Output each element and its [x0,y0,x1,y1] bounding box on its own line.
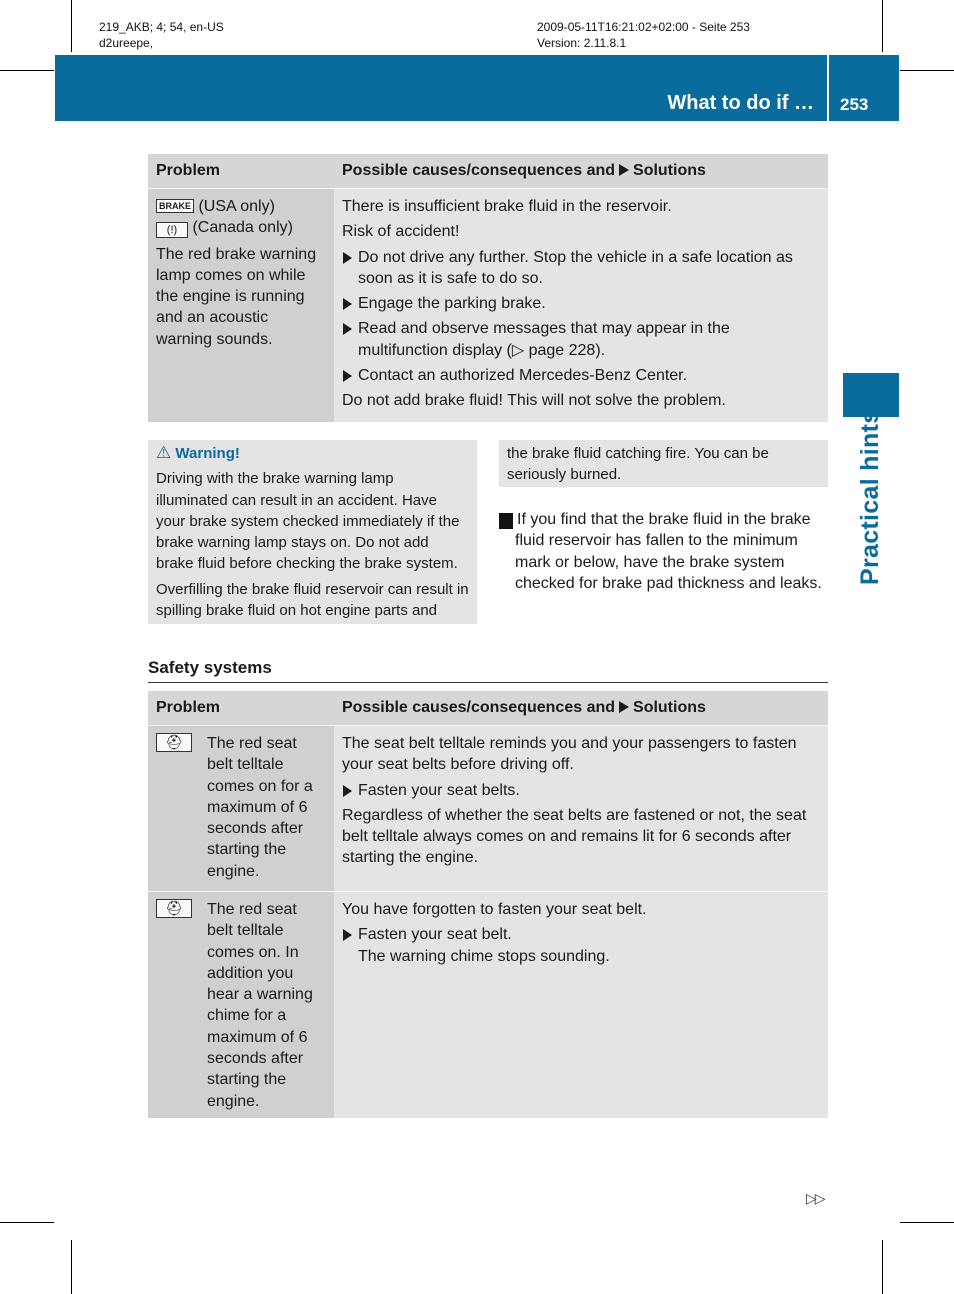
safety-table [148,691,828,1118]
header-text: Possible causes/consequences and [342,162,616,180]
table-header-problem: Problem [148,154,334,189]
warning-triangle-icon: ⚠ [156,443,172,462]
cause-text: There is insufficient brake fluid in the reservoir. [342,198,672,215]
meta-line: Version: 2.11.8.1 [537,36,627,50]
problem-cell [148,189,334,422]
print-meta-right [537,19,750,51]
table-row [148,189,828,422]
warning-text: Driving with the brake warning lamp illuminated can result in an accident. Have your brake system checked immediately if the brake warning lamp stays on. Do not add brake fluid before checking the brake system. [156,470,460,573]
exclamation-icon: ! [499,513,513,529]
warning-text: the brake fluid catching fire. You can be seriously burned. [507,445,769,484]
problem-text: The red seat belt telltale comes on for a maximum of 6 seconds after starting the engine. [207,735,313,880]
solution-cell [334,892,828,1118]
crop-mark [900,70,954,71]
brake-circle-icon: (!) [156,222,188,238]
seat-belt-icon: ⛑ [156,733,192,752]
meta-line: 219_AKB; 4; 54, en-US [99,20,224,34]
crop-mark [71,1240,72,1294]
section-rule [148,682,828,683]
step-note: The warning chime stops sounding. [358,947,610,965]
risk-text: Risk of accident! [342,223,460,241]
crop-mark [71,0,72,52]
seat-belt-icon: ⛑ [156,899,192,918]
crop-mark [882,0,883,52]
usa-label: (USA only) [198,198,275,215]
problem-cell [148,726,334,892]
header-text: Solutions [633,699,706,717]
info-text: Regardless of whether the seat belts are fastened or not, the seat belt telltale always comes on and remains lit for 6 seconds after starting the engine. [342,806,807,867]
table-header-problem: Problem [148,691,334,726]
warning-title: Warning! [175,445,240,462]
solution-step: Contact an authorized Mercedes-Benz Center. [342,365,820,386]
table-header-solutions [334,691,828,726]
page-number: 253 [840,95,869,114]
page-title: What to do if … [667,92,814,114]
problem-text: The red brake warning lamp comes on while the engine is running and an acoustic warning sounds. [156,245,317,348]
section-title: Safety systems [148,658,272,677]
continue-marker: ▷▷ [806,1190,824,1206]
crop-mark [0,70,54,71]
solutions-arrow-icon [619,701,629,713]
table-row [148,892,828,1118]
note-block [495,509,831,594]
table-header-solutions [334,154,828,189]
step-text: Fasten your seat belt. [358,926,512,944]
problem-text: The red seat belt telltale comes on. In addition you hear a warning chime for a maximum of 6 seconds after starting the engine. [207,901,313,1110]
solution-step: Fasten your seat belts. [342,780,820,801]
solution-cell [334,726,828,892]
brake-table [148,154,828,422]
note-text: If you find that the brake fluid in the brake fluid reservoir has fallen to the minimum mark or below, have the brake system checked for brake pad thickness and leaks. [515,511,822,592]
side-tab-label: Practical hints [856,409,884,585]
header-text: Possible causes/consequences and [342,699,616,717]
solution-step: Read and observe messages that may appear in the multifunction display (▷ page 228). [342,318,820,361]
warning-box [148,440,477,624]
final-note: Do not add brake fluid! This will not solve the problem. [342,392,726,410]
solutions-arrow-icon [619,164,629,176]
solution-step: Do not drive any further. Stop the vehicle in a safe location as soon as it is safe to do so. [342,247,820,290]
meta-line: 2009-05-11T16:21:02+02:00 - Seite 253 [537,20,750,34]
warning-box-continued [499,440,828,487]
crop-mark [0,1222,54,1223]
cause-text: The seat belt telltale reminds you and your passengers to fasten your seat belts before driving off. [342,735,797,774]
cause-text: You have forgotten to fasten your seat belt. [342,901,647,918]
solution-cell [334,189,828,422]
print-meta-left [99,19,224,51]
crop-mark [900,1222,954,1223]
warning-text: Overfilling the brake fluid reservoir can result in spilling brake fluid on hot engine parts and [156,580,469,620]
brake-warning-icon: BRAKE [156,199,194,213]
solution-step [342,924,820,967]
table-row [148,726,828,892]
meta-line: d2ureepe, [99,36,154,50]
solution-step: Engage the parking brake. [342,293,820,314]
problem-cell [148,892,334,1118]
canada-label: (Canada only) [192,219,293,237]
crop-mark [882,1240,883,1294]
header-text: Solutions [633,162,706,180]
